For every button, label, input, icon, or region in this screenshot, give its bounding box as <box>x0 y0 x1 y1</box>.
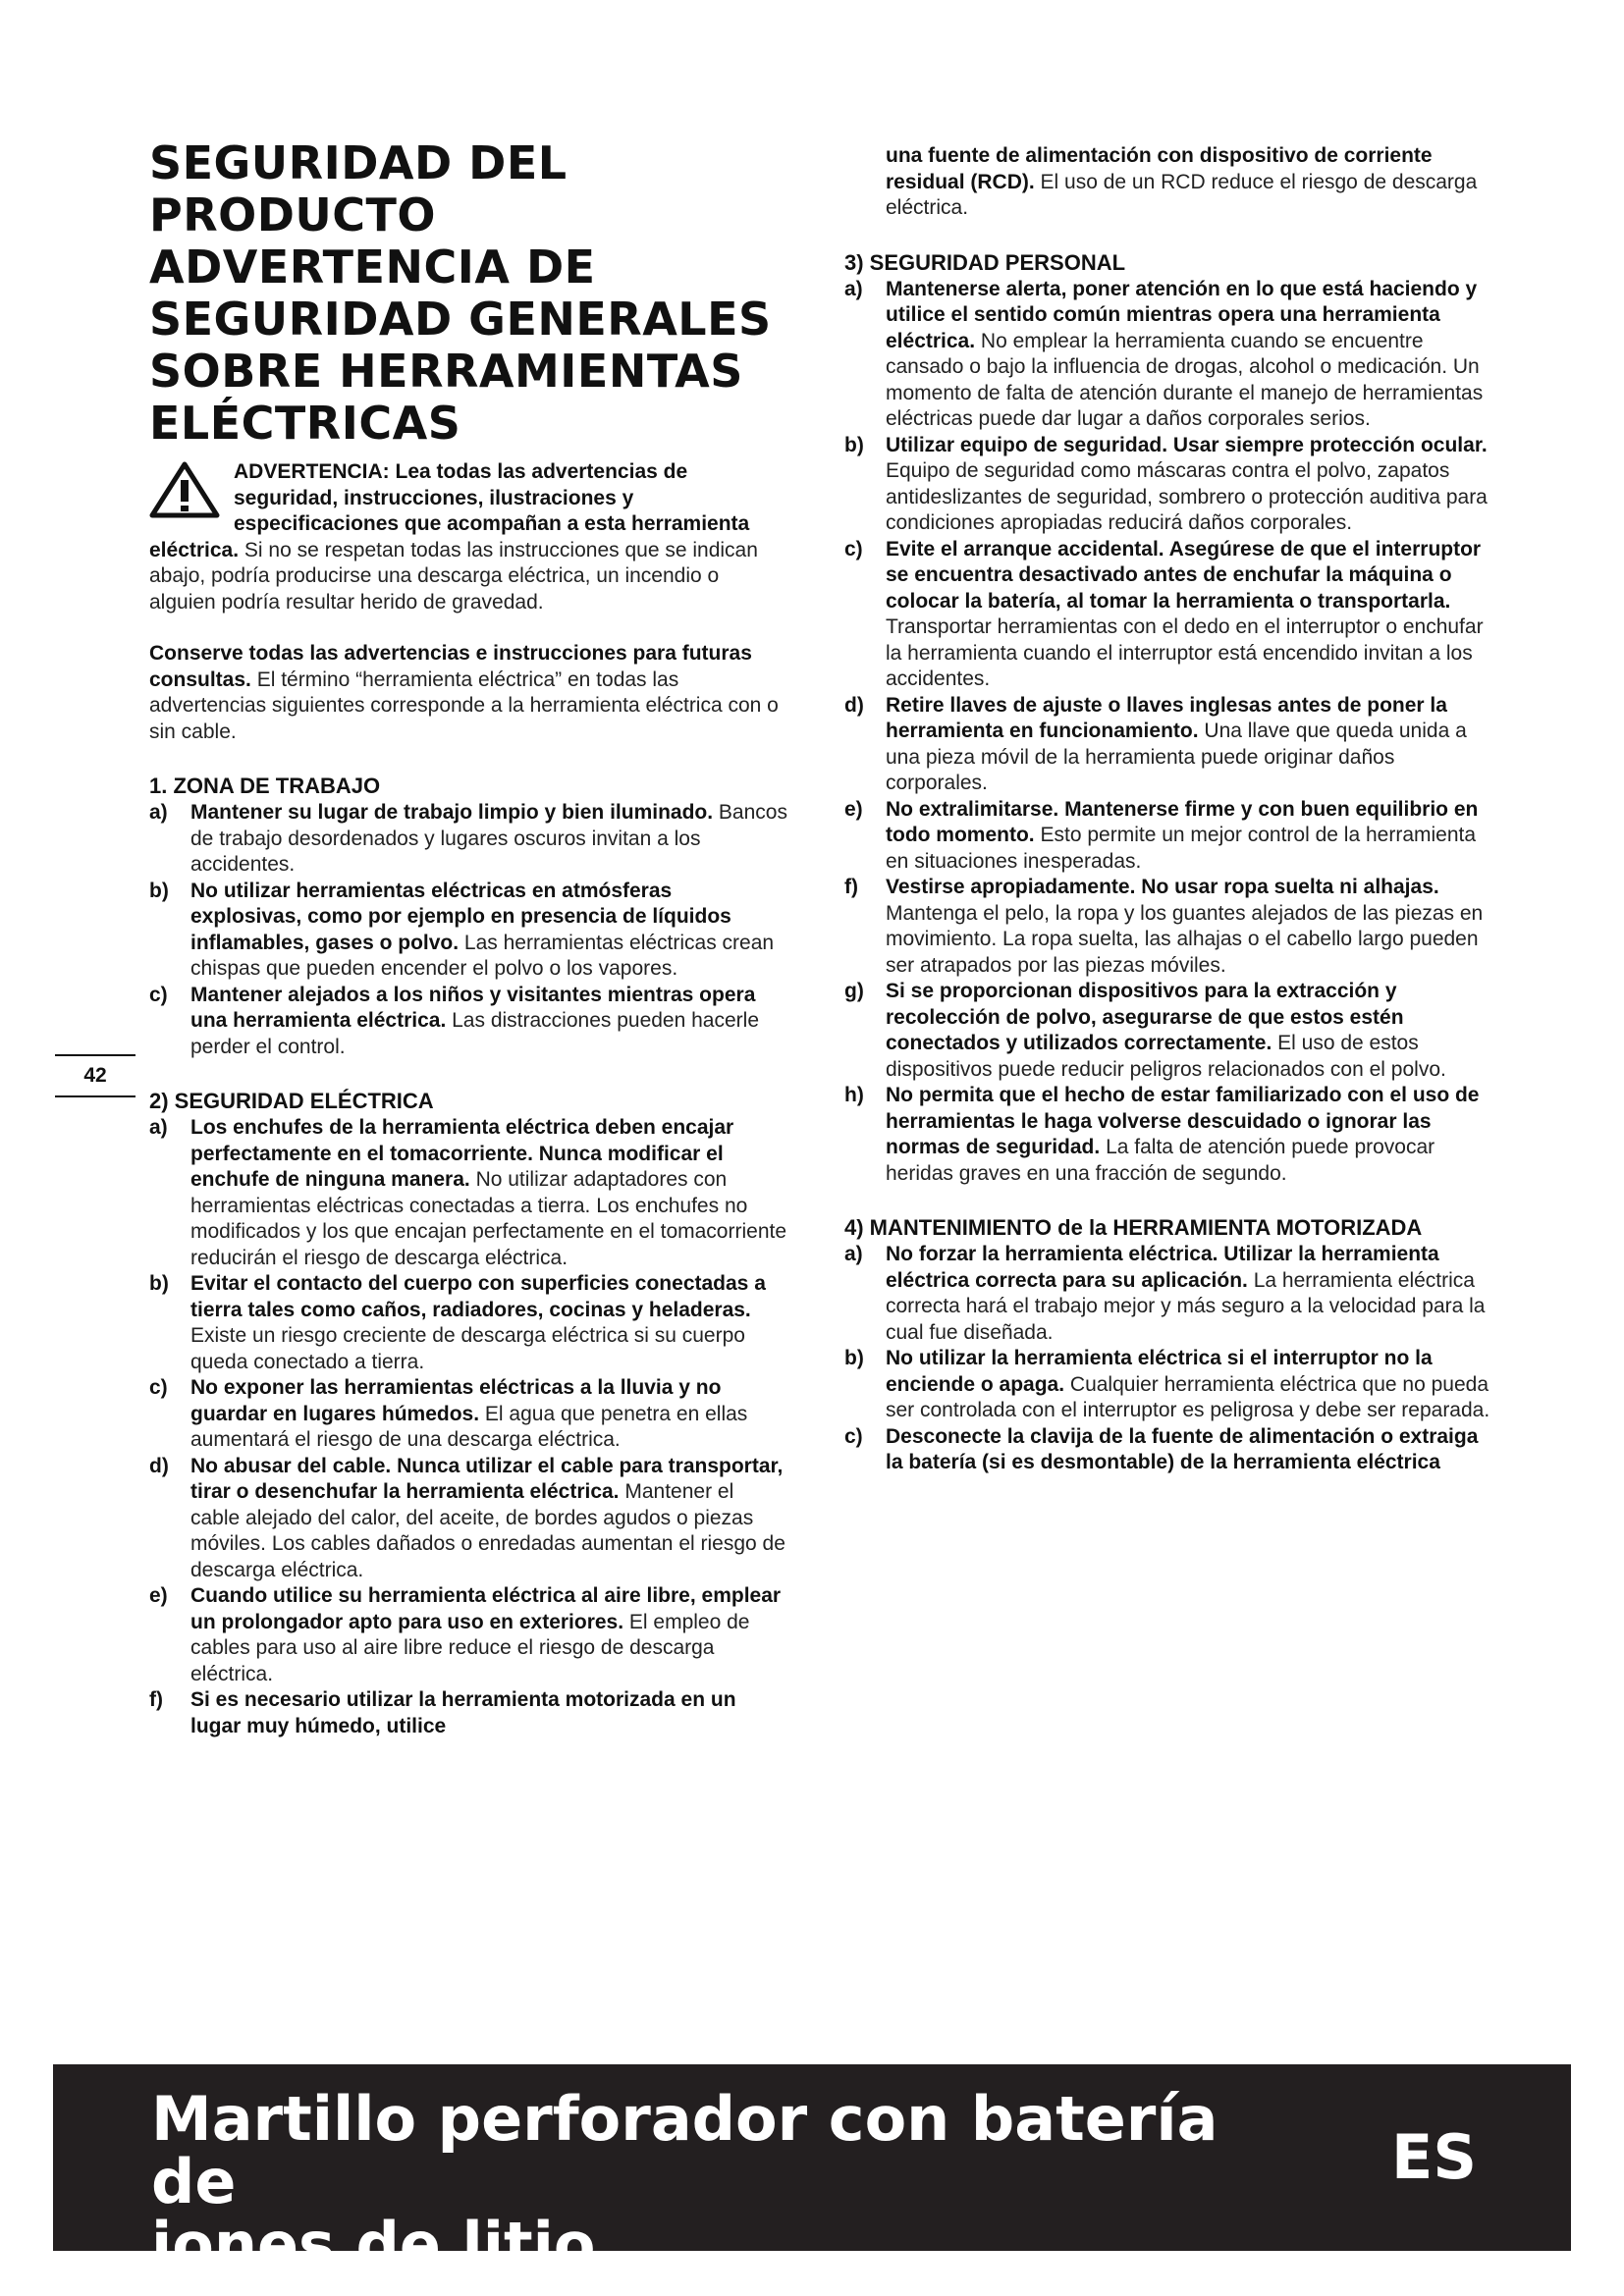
item-label: a) <box>149 1116 168 1139</box>
item-text: Las distracciones pueden hacerle perder el control. <box>190 1009 759 1058</box>
item-text: Bancos de trabajo desordenados y lugares oscuros invitan a los accidentes. <box>190 801 787 876</box>
item-bold: No permita que el hecho de estar familiarizado con el uso de herramientas le haga volverse descuidado o ignorar las normas de seguridad. <box>886 1084 1480 1158</box>
item-bold: Evitar el contacto del cuerpo con superficies conectadas a tierra tales como caños, radiadores, cocinas y heladeras. <box>190 1272 766 1321</box>
product-title-line: iones de litio <box>151 2209 596 2280</box>
item-label: d) <box>844 693 864 717</box>
keep-instructions-bold: Conserve todas las advertencias e instrucciones para futuras consultas. <box>149 642 752 691</box>
item-text: Mantenga el pelo, la ropa y los guantes alejados de las piezas en movimiento. La ropa suelta, las alhajas o el cabello largo pueden ser atrapados por las piezas móviles. <box>886 901 1484 977</box>
item-bold: Si se proporcionan dispositivos para la extracción y recolección de polvo, asegurarse de que estos estén conectados y utilizados correctamente. <box>886 980 1404 1054</box>
item-text: El empleo de cables para uso al aire libre reduce el riesgo de descarga eléctrica. <box>190 1610 750 1685</box>
item-label: b) <box>149 1272 169 1295</box>
item-bold: Mantenerse alerta, poner atención en lo que está haciendo y utilice el sentido común mientras opera una herramienta eléctrica. <box>886 277 1478 352</box>
item-bold: Utilizar equipo de seguridad. Usar siempre protección ocular. <box>886 433 1488 456</box>
page-number: 42 <box>83 1064 107 1087</box>
title-line: SEGURIDAD GENERALES <box>149 293 772 346</box>
list-item <box>149 879 787 983</box>
list-item <box>149 1375 787 1454</box>
item-text: Cualquier herramienta eléctrica que no pueda ser controlada con el interruptor es peligrosa y debe ser reparada. <box>886 1372 1490 1421</box>
list-item <box>844 1242 1492 1346</box>
product-title-line: Martillo perforador con batería de <box>151 2083 1218 2217</box>
list-item <box>149 983 787 1061</box>
title-line: ELÉCTRICAS <box>149 397 461 450</box>
item-text: Existe un riesgo creciente de descarga eléctrica si su cuerpo queda conectado a tierra. <box>190 1324 745 1373</box>
page-title <box>149 137 787 450</box>
item-bold: Mantener alejados a los niños y visitantes mientras opera una herramienta eléctrica. <box>190 983 756 1032</box>
item-bold: No forzar la herramienta eléctrica. Utilizar la herramienta eléctrica correcta para su aplicación. <box>886 1243 1439 1292</box>
list-item <box>844 693 1492 797</box>
left-column <box>149 137 787 1739</box>
item-label: c) <box>844 1424 863 1448</box>
item-text: Las herramientas eléctricas crean chispas que pueden encender el polvo o los vapores. <box>190 931 775 980</box>
item-label: a) <box>149 801 168 824</box>
item-bold: No exponer las herramientas eléctricas a la lluvia y no guardar en lugares húmedos. <box>190 1376 722 1425</box>
item-label: b) <box>149 879 169 902</box>
section-title: 1. ZONA DE TRABAJO <box>149 774 381 798</box>
item-label: e) <box>149 1584 168 1607</box>
item-text: Transportar herramientas con el dedo en el interruptor o enchufar la herramienta cuando el interruptor está encendido invitan a los accidentes. <box>886 615 1484 690</box>
list-item <box>844 1083 1492 1187</box>
item-text: Esto permite un mejor control de la herramienta en situaciones inesperadas. <box>886 824 1477 873</box>
item-label: a) <box>844 1243 863 1265</box>
list-item <box>149 1271 787 1375</box>
section-electrical-safety <box>149 1088 787 1739</box>
item-bold: Cuando utilice su herramienta eléctrica al aire libre, emplear un prolongador apto para uso en exteriores. <box>190 1584 782 1633</box>
item-label: c) <box>149 1376 168 1399</box>
item-label: f) <box>844 876 858 898</box>
section-personal-safety <box>844 249 1492 1188</box>
list-item <box>844 537 1492 693</box>
section-tool-maintenance <box>844 1214 1492 1476</box>
item-text: La herramienta eléctrica correcta hará el trabajo mejor y más seguro a la velocidad para la cual fue diseñada. <box>886 1268 1486 1344</box>
divider <box>55 1095 135 1097</box>
item-bold: No extralimitarse. Mantenerse firme y con buen equilibrio en todo momento. <box>886 797 1479 846</box>
list-item <box>149 1454 787 1584</box>
list-item <box>149 1687 787 1739</box>
item-text: La falta de atención puede provocar heridas graves en una fracción de segundo. <box>886 1136 1435 1185</box>
list-item <box>844 979 1492 1083</box>
item-label: a) <box>844 277 863 300</box>
list-item <box>149 800 787 879</box>
item-label: d) <box>149 1454 169 1477</box>
continuation-text: El uso de un RCD reduce el riesgo de descarga eléctrica. <box>886 170 1478 219</box>
warning-bold: ADVERTENCIA: Lea todas las advertencias de seguridad, instrucciones, ilustraciones y especificaciones que acompañan a esta herramienta eléctrica. <box>149 460 750 561</box>
item-label: h) <box>844 1084 864 1106</box>
section-work-area <box>149 773 787 1060</box>
item-label: c) <box>149 983 168 1006</box>
title-line: ADVERTENCIA DE <box>149 240 596 294</box>
list-item <box>149 1583 787 1687</box>
item-label: c) <box>844 537 863 561</box>
item-text: El agua que penetra en ellas aumentará el riesgo de una descarga eléctrica. <box>190 1402 748 1451</box>
continuation-bold: una fuente de alimentación con dispositivo de corriente residual (RCD). <box>886 144 1433 193</box>
warning-triangle-icon <box>149 461 220 518</box>
product-title <box>151 2083 1231 2280</box>
item-label: b) <box>844 1347 864 1369</box>
page-number-marker <box>55 1054 135 1097</box>
section-title: 3) SEGURIDAD PERSONAL <box>844 249 1126 275</box>
item-bold: Desconecte la clavija de la fuente de alimentación o extraiga la batería (si es desmontable) de la herramienta eléctrica <box>886 1424 1479 1473</box>
list-item <box>149 1115 787 1271</box>
item-label: f) <box>149 1688 163 1711</box>
item-bold: Los enchufes de la herramienta eléctrica deben encajar perfectamente en el tomacorriente. Nunca modificar el enchufe de ninguna manera. <box>190 1116 734 1191</box>
warning-block <box>149 459 787 615</box>
item-label: b) <box>844 433 864 456</box>
title-line: SOBRE HERRAMIENTAS <box>149 345 743 398</box>
warning-text: Si no se respetan todas las instrucciones que se indican abajo, podría producirse una descarga eléctrica, un incendio o alguien podría resultar herido de gravedad. <box>149 538 758 614</box>
item-text: Mantener el cable alejado del calor, del aceite, de bordes agudos o piezas móviles. Los cables dañados o enredadas aumentan el riesgo de descarga eléctrica. <box>190 1480 785 1581</box>
item-bold: No utilizar la herramienta eléctrica si el interruptor no la enciende o apaga. <box>886 1347 1433 1396</box>
keep-instructions-text: El término “herramienta eléctrica” en todas las advertencias siguientes corresponde a la herramienta eléctrica con o sin cable. <box>149 667 779 743</box>
footer-banner <box>53 2064 1571 2280</box>
item-bold: Retire llaves de ajuste o llaves inglesas antes de poner la herramienta en funcionamiento. <box>886 693 1447 742</box>
item-text: Una llave que queda unida a una pieza móvil de la herramienta puede originar daños corporales. <box>886 720 1467 794</box>
item-label: g) <box>844 980 864 1002</box>
section-title: 4) MANTENIMIENTO de la HERRAMIENTA MOTORIZADA <box>844 1215 1423 1240</box>
item-bold: Evite el arranque accidental. Asegúrese de que el interruptor se encuentra desactivado antes de enchufar la máquina o colocar la batería, al tomar la herramienta o transportarla. <box>886 537 1482 613</box>
list-item <box>844 797 1492 876</box>
language-code: ES <box>1390 2121 1477 2193</box>
item-text: Equipo de seguridad como máscaras contra el polvo, zapatos antideslizantes de seguridad, sombrero o protección auditiva para condiciones apropiadas reducirá daños corporales. <box>886 459 1488 534</box>
title-line: SEGURIDAD DEL PRODUCTO <box>149 136 568 241</box>
item-label: e) <box>844 797 863 821</box>
item-bold: No abusar del cable. Nunca utilizar el cable para transportar, tirar o desenchufar la herramienta eléctrica. <box>190 1454 784 1503</box>
item-text: No emplear la herramienta cuando se encuentre cansado o bajo la influencia de drogas, alcohol o medicación. Un momento de falta de atención durante el manejo de herramientas eléctricas puede dar lugar a daños corporales serios. <box>886 329 1484 430</box>
list-item <box>844 433 1492 537</box>
list-item <box>844 875 1492 979</box>
right-column <box>844 143 1492 1476</box>
item-bold: Si es necesario utilizar la herramienta motorizada en un lugar muy húmedo, utilice <box>190 1688 736 1737</box>
list-item <box>844 1424 1492 1476</box>
section-title: 2) SEGURIDAD ELÉCTRICA <box>149 1089 434 1113</box>
list-item <box>844 277 1492 433</box>
item-text: No utilizar adaptadores con herramientas eléctricas conectadas a tierra. Los enchufes no modificados y los que encajan perfectamente en el tomacorriente reducirán el riesgo de descarga eléctrica. <box>190 1168 787 1269</box>
list-item <box>844 1346 1492 1424</box>
item-bold: Vestirse apropiadamente. No usar ropa suelta ni alhajas. <box>886 876 1439 898</box>
item-text: El uso de estos dispositivos puede reducir peligros relacionados con el polvo. <box>886 1032 1446 1081</box>
item-bold: No utilizar herramientas eléctricas en atmósferas explosivas, como por ejemplo en presencia de líquidos inflamables, gases o polvo. <box>190 879 731 954</box>
item-bold: Mantener su lugar de trabajo limpio y bien iluminado. <box>190 801 714 824</box>
